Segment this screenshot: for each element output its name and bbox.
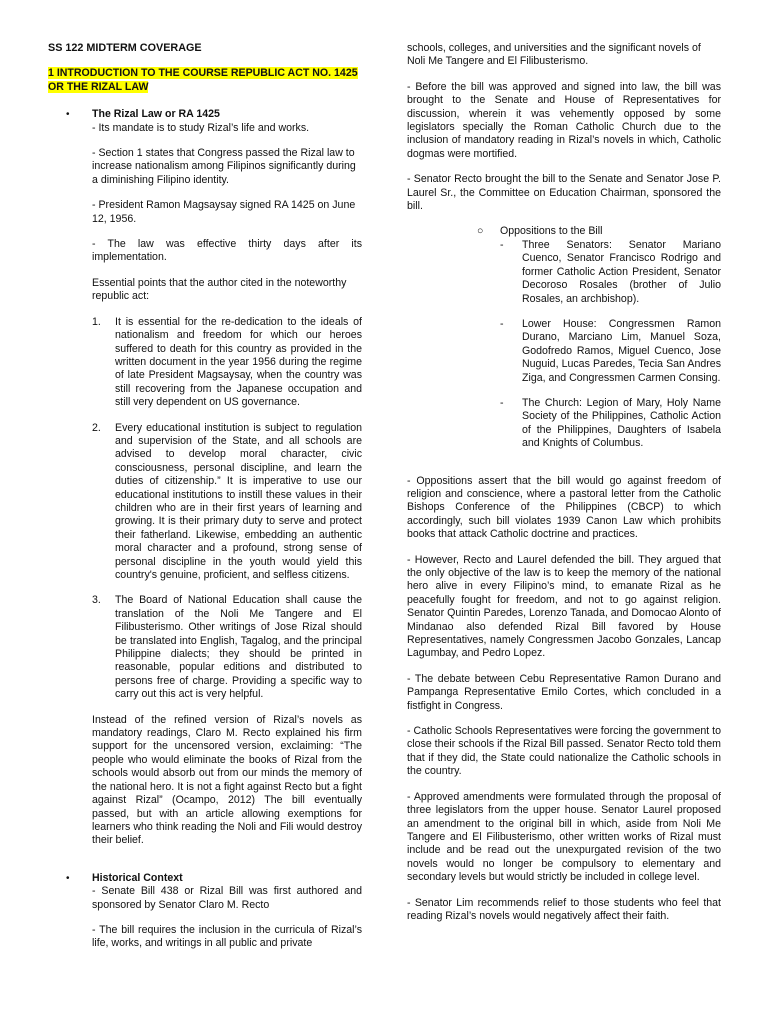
bullet-icon: • xyxy=(66,872,70,884)
recto-brought-paragraph: - Senator Recto brought the bill to the Senate and Senator Jose P. Laurel Sr., the Committee on Education Chairman, sponsored the bill. xyxy=(407,173,721,213)
essential-point-2 xyxy=(92,422,362,583)
dash-icon: - xyxy=(500,238,504,251)
historical-line-1: - Senate Bill 438 or Rizal Bill was first authored and sponsored by Senator Claro M. Recto xyxy=(92,885,362,911)
opposition-text: Lower House: Congressmen Ramon Durano, Marciano Lim, Manuel Soza, Godofredo Ramos, Miguel Cuenco, Jose Nuguid, Lucas Paredes, Tecia San Andres Ziga, and Congressmen Carmen Consing. xyxy=(522,317,721,384)
opposition-lower-house xyxy=(500,318,721,385)
section-heading-wrap xyxy=(48,67,362,94)
dash-icon: - xyxy=(500,317,504,330)
left-column xyxy=(48,42,362,951)
section-heading: 1 INTRODUCTION TO THE COURSE REPUBLIC ACT NO. 1425 OR THE RIZAL LAW xyxy=(48,67,358,93)
historical-context-block xyxy=(48,872,362,951)
spacer xyxy=(48,860,362,872)
paragraph-senator-lim: - Senator Lim recommends relief to those students who feel that reading Rizal’s novels would negatively affect their faith. xyxy=(407,896,721,922)
essential-point-3 xyxy=(92,594,362,701)
historical-context-heading: Historical Context xyxy=(92,871,183,884)
rizal-law-line-2: - Section 1 states that Congress passed the Rizal law to increase nationalism among Filipinos significantly during a diminishing Filipino identity. xyxy=(92,147,356,186)
document-title: SS 122 MIDTERM COVERAGE xyxy=(48,42,202,54)
oppositions-block xyxy=(407,225,721,450)
rizal-law-heading: The Rizal Law or RA 1425 xyxy=(92,108,220,121)
paragraph-catholic-schools: - Catholic Schools Representatives were forcing the government to close their schools if the Rizal Bill passed. Senator Recto told them that if they did, the State could nationalize the Catholic schools in the country. xyxy=(407,725,721,778)
rizal-law-line-1: - Its mandate is to study Rizal’s life and works. xyxy=(92,121,310,134)
opposition-senators xyxy=(500,239,721,306)
circle-bullet-icon: ○ xyxy=(477,225,484,238)
right-column xyxy=(407,42,721,935)
dash-icon: - xyxy=(500,396,504,409)
point-number: 3. xyxy=(92,594,101,607)
rizal-law-line-3: - President Ramon Magsaysay signed RA 1425 on June 12, 1956. xyxy=(92,199,356,225)
point-text: The Board of National Education shall cause the translation of the Noli Me Tangere and El Filibusterismo. Other writings of Jose Rizal should be translated into English, Tagalog, and the principal Philippine dialects; they should be printed in reasonable, popular editions and distributed to persons free of charge. Providing a specific way to carry out this act is very helpful. xyxy=(115,594,362,701)
paragraph-recto-laurel-defense: - However, Recto and Laurel defended the bill. They argued that the only objective of the law is to keep the memory of the national hero alive in every Filipino’s mind, to emanate Rizal as he peacefully fought for freedom, and not to go against religion. Senator Quintin Paredes, Lorenzo Tanada, and Domocao Alonto of Mindanao also defended Rizal Bill favored by House Representatives, namely Congressmen Jacobo Gonzales, Lancap Lagumbay, and Pedro Lopez. xyxy=(407,553,721,660)
paragraph-amendments: - Approved amendments were formulated through the proposal of three legislators from the upper house. Senator Laurel proposed an amendment to the original bill in which, aside from Noli Me Tangere and El Filibusterismo, other written works of Rizal must include and be read out the unexpurgated revision of the two novels would no longer be compulsory to elementary and secondary levels but would strictly be included in college level. xyxy=(407,790,721,884)
point-number: 1. xyxy=(92,315,101,328)
point-text: Every educational institution is subject to regulation and supervision of the State, and all schools are advised to develop moral character, civic consciousness, personal discipline, and learn the duties of citizenship.” It is imperative to use our educational institutions to instill these values in their children who are in their first years of learning and growing. It is their primary duty to serve and protect their fatherland. Likewise, embedding an authentic moral character and a profound, strong sense of personal discipline in the youth would yield this country's genuine, proficient, and selfless citizens. xyxy=(115,421,362,581)
opposition-church xyxy=(500,397,721,451)
continuation-text: schools, colleges, and universities and the significant novels of Noli Me Tangere and El Filibusterismo. xyxy=(407,42,701,68)
point-text: It is essential for the re-dedication to the ideals of nationalism and freedom for which our heroes suffered to death for this country as provided in the written document in the year 1956 during the regime of late President Magsaysay, when the country was still recovering from the Japanese occupation and still very dependent on US governance. xyxy=(115,315,362,409)
before-bill-paragraph: - Before the bill was approved and signed into law, the bill was brought to the Senate and House of Representatives for discussion, wherein it was vehemently opposed by some legislators specially the Roman Catholic Church due to the inclusion of mandatory reading in Rizal’s novels in which, Catholic dogmas were mortified. xyxy=(407,80,721,160)
essential-point-1 xyxy=(92,316,362,410)
rizal-law-line-5: Essential points that the author cited in the noteworthy republic act: xyxy=(92,276,347,303)
rizal-law-line-4: - The law was effective thirty days after its implementation. xyxy=(92,238,362,264)
rizal-law-block xyxy=(48,108,362,848)
historical-line-2: - The bill requires the inclusion in the curricula of Rizal’s life, works, and writings in all public and private xyxy=(92,923,362,950)
paragraph-oppositions-assert: - Oppositions assert that the bill would go against freedom of religion and conscience, where a pastoral letter from the Catholic Bishops Conference of the Philippines (CBCP) to which accordingly, such bill violates 1939 Canon Law which prohibits books that attack Catholic doctrine and practices. xyxy=(407,474,721,541)
paragraph-debate: - The debate between Cebu Representative Ramon Durano and Pampanga Representative Emilo Cortes, which concluded in a fistfight in Congress. xyxy=(407,672,721,712)
point-number: 2. xyxy=(92,421,101,434)
recto-quote-paragraph: Instead of the refined version of Rizal’s novels as mandatory readings, Claro M. Recto explained his firm support for the uncensored version, exclaiming: “The people who would eliminate the books of Rizal from the schools would absorb out from our minds the memory of the national hero. It is not a fight against Recto but a fight against Rizal” (Ocampo, 2012) The bill eventually passed, but with an article allowing exemptions for learners who think reading the Noli and Fili would destroy their belief. xyxy=(92,713,362,847)
oppositions-heading: Oppositions to the Bill xyxy=(500,225,603,238)
opposition-text: The Church: Legion of Mary, Holy Name Society of the Philippines, Catholic Action of the Philippines, Daughters of Isabela and Knights of Columbus. xyxy=(522,396,721,450)
bullet-icon: • xyxy=(66,109,70,121)
opposition-text: Three Senators: Senator Mariano Cuenco, Senator Francisco Rodrigo and former Catholic Action President, Senator Decoroso Rosales (brother of Julio Rosales, an archbishop). xyxy=(522,238,721,305)
spacer xyxy=(407,463,721,475)
